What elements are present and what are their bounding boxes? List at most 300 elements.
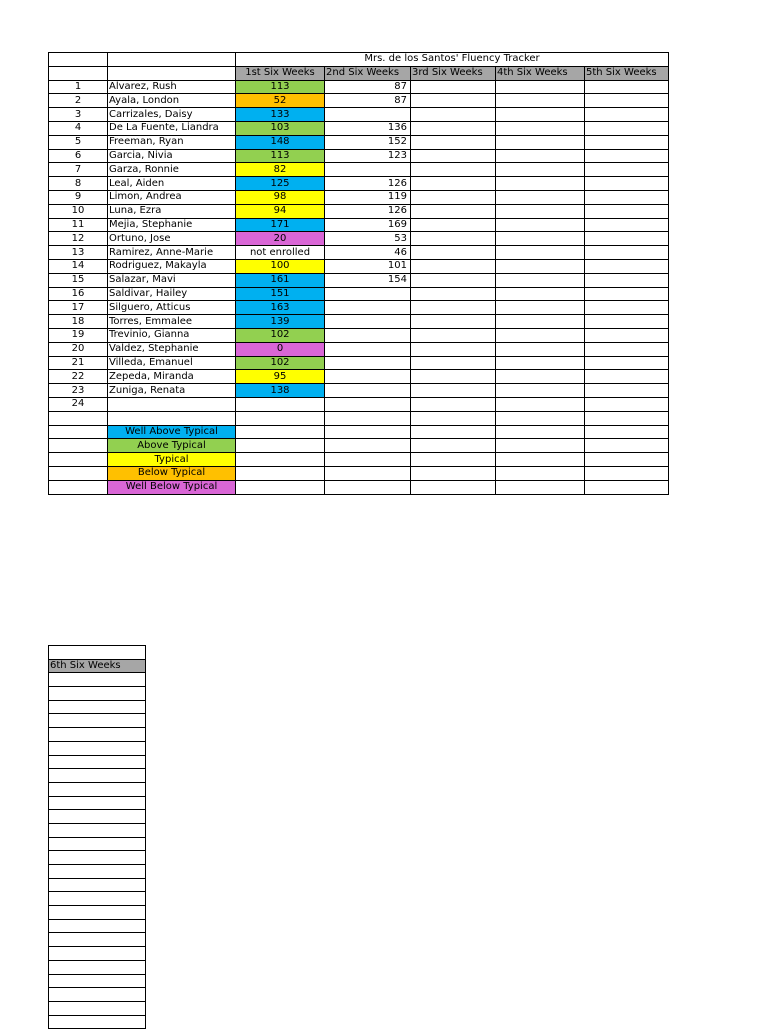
grid-row: [49, 755, 146, 769]
score-period-1[interactable]: 133: [236, 108, 325, 122]
score-period-2[interactable]: [325, 163, 411, 177]
period-header-row: [49, 66, 669, 80]
grid-cell[interactable]: [325, 466, 411, 480]
score-period-2[interactable]: [325, 370, 411, 384]
score-period-5[interactable]: [585, 163, 669, 177]
table-row: [49, 259, 669, 273]
grid-cell[interactable]: [49, 53, 108, 67]
score-period-2[interactable]: [325, 342, 411, 356]
score-period-2[interactable]: [325, 287, 411, 301]
grid-row: [49, 700, 146, 714]
score-period-1[interactable]: [236, 397, 325, 411]
score-period-3[interactable]: [411, 80, 496, 94]
grid-cell[interactable]: [411, 439, 496, 453]
score-period-3[interactable]: [411, 259, 496, 273]
score-period-2[interactable]: 46: [325, 246, 411, 260]
grid-cell[interactable]: [585, 425, 669, 439]
score-period-5[interactable]: [585, 397, 669, 411]
grid-cell[interactable]: [325, 453, 411, 467]
student-number[interactable]: 24: [49, 397, 108, 411]
score-period-4[interactable]: [496, 356, 585, 370]
score-period-4[interactable]: [496, 177, 585, 191]
grid-row: [49, 687, 146, 701]
score-period-5[interactable]: [585, 356, 669, 370]
grid-cell[interactable]: [325, 480, 411, 494]
score-period-1[interactable]: 163: [236, 301, 325, 315]
grid-cell[interactable]: [236, 480, 325, 494]
legend-well-above[interactable]: Well Above Typical: [108, 425, 236, 439]
student-number[interactable]: 4: [49, 121, 108, 135]
score-period-5[interactable]: [585, 218, 669, 232]
grid-row: [49, 851, 146, 865]
score-period-6[interactable]: [49, 878, 146, 892]
score-period-5[interactable]: [585, 370, 669, 384]
score-period-3[interactable]: [411, 328, 496, 342]
score-period-6[interactable]: [49, 687, 146, 701]
grid-cell[interactable]: [411, 425, 496, 439]
score-period-6[interactable]: [49, 960, 146, 974]
grid-row: [49, 1001, 146, 1015]
score-period-2[interactable]: 136: [325, 121, 411, 135]
student-number[interactable]: 9: [49, 190, 108, 204]
table-row: [49, 342, 669, 356]
grid-cell[interactable]: [411, 411, 496, 425]
score-period-3[interactable]: [411, 370, 496, 384]
grid-cell[interactable]: [496, 453, 585, 467]
score-period-5[interactable]: [585, 190, 669, 204]
legend-row: [49, 466, 669, 480]
score-period-1[interactable]: 95: [236, 370, 325, 384]
score-period-5[interactable]: [585, 121, 669, 135]
student-name[interactable]: Zepeda, Miranda: [108, 370, 236, 384]
grid-cell[interactable]: [236, 439, 325, 453]
score-period-4[interactable]: [496, 94, 585, 108]
student-name[interactable]: Freeman, Ryan: [108, 135, 236, 149]
score-period-6[interactable]: [49, 974, 146, 988]
score-period-5[interactable]: [585, 204, 669, 218]
legend-below[interactable]: Below Typical: [108, 466, 236, 480]
score-period-4[interactable]: [496, 218, 585, 232]
score-period-2[interactable]: [325, 301, 411, 315]
score-period-4[interactable]: [496, 246, 585, 260]
grid-cell[interactable]: [411, 453, 496, 467]
score-period-3[interactable]: [411, 246, 496, 260]
table-row: [49, 135, 669, 149]
score-period-3[interactable]: [411, 149, 496, 163]
student-name[interactable]: Zuniga, Renata: [108, 384, 236, 398]
table-row: [49, 94, 669, 108]
score-period-1[interactable]: 148: [236, 135, 325, 149]
score-period-2[interactable]: 119: [325, 190, 411, 204]
score-period-4[interactable]: [496, 163, 585, 177]
table-row: [49, 190, 669, 204]
period-header[interactable]: 4th Six Weeks: [496, 66, 585, 80]
score-period-1[interactable]: 98: [236, 190, 325, 204]
student-number[interactable]: 18: [49, 315, 108, 329]
score-period-2[interactable]: 123: [325, 149, 411, 163]
grid-row: [49, 878, 146, 892]
student-name[interactable]: De La Fuente, Liandra: [108, 121, 236, 135]
score-period-4[interactable]: [496, 190, 585, 204]
score-period-4[interactable]: [496, 121, 585, 135]
score-period-4[interactable]: [496, 273, 585, 287]
student-number[interactable]: 20: [49, 342, 108, 356]
sixth-period-table: [48, 645, 146, 1029]
student-name[interactable]: Garcia, Nivia: [108, 149, 236, 163]
score-period-2[interactable]: [325, 328, 411, 342]
score-period-1[interactable]: 161: [236, 273, 325, 287]
score-period-3[interactable]: [411, 356, 496, 370]
title-row: [49, 53, 669, 67]
student-number[interactable]: 17: [49, 301, 108, 315]
score-period-6[interactable]: [49, 741, 146, 755]
student-name[interactable]: Trevinio, Gianna: [108, 328, 236, 342]
grid-cell[interactable]: [49, 453, 108, 467]
score-period-6[interactable]: [49, 700, 146, 714]
score-period-5[interactable]: [585, 328, 669, 342]
student-name[interactable]: [108, 397, 236, 411]
student-name[interactable]: Salazar, Mavi: [108, 273, 236, 287]
score-period-1[interactable]: 138: [236, 384, 325, 398]
score-period-6[interactable]: [49, 823, 146, 837]
grid-row: [49, 960, 146, 974]
period-header[interactable]: 3rd Six Weeks: [411, 66, 496, 80]
score-period-1[interactable]: 100: [236, 259, 325, 273]
score-period-4[interactable]: [496, 328, 585, 342]
grid-cell[interactable]: [496, 411, 585, 425]
score-period-4[interactable]: [496, 232, 585, 246]
student-number[interactable]: 13: [49, 246, 108, 260]
student-number[interactable]: 15: [49, 273, 108, 287]
score-period-4[interactable]: [496, 108, 585, 122]
score-period-6[interactable]: [49, 865, 146, 879]
student-name[interactable]: Carrizales, Daisy: [108, 108, 236, 122]
score-period-5[interactable]: [585, 301, 669, 315]
score-period-2[interactable]: 126: [325, 204, 411, 218]
score-period-1[interactable]: 102: [236, 328, 325, 342]
student-number[interactable]: 22: [49, 370, 108, 384]
score-period-5[interactable]: [585, 342, 669, 356]
legend-well-below[interactable]: Well Below Typical: [108, 480, 236, 494]
score-period-2[interactable]: 53: [325, 232, 411, 246]
score-period-5[interactable]: [585, 80, 669, 94]
grid-row: [49, 906, 146, 920]
score-period-2[interactable]: 87: [325, 80, 411, 94]
score-period-1[interactable]: 151: [236, 287, 325, 301]
student-name[interactable]: Villeda, Emanuel: [108, 356, 236, 370]
table-row: [49, 397, 669, 411]
grid-row: [49, 810, 146, 824]
score-period-5[interactable]: [585, 384, 669, 398]
score-period-2[interactable]: 126: [325, 177, 411, 191]
score-period-1[interactable]: 20: [236, 232, 325, 246]
score-period-3[interactable]: [411, 177, 496, 191]
legend-above[interactable]: Above Typical: [108, 439, 236, 453]
score-period-6[interactable]: [49, 1001, 146, 1015]
student-name[interactable]: Ayala, London: [108, 94, 236, 108]
grid-cell[interactable]: [49, 466, 108, 480]
student-name[interactable]: Rodriguez, Makayla: [108, 259, 236, 273]
score-period-4[interactable]: [496, 259, 585, 273]
table-row: [49, 246, 669, 260]
grid-cell[interactable]: [585, 453, 669, 467]
grid-cell[interactable]: [49, 425, 108, 439]
tracker-title[interactable]: Mrs. de los Santos' Fluency Tracker: [236, 53, 669, 67]
score-period-4[interactable]: [496, 204, 585, 218]
table-row: [49, 204, 669, 218]
grid-row: [49, 837, 146, 851]
table-row: [49, 218, 669, 232]
grid-cell[interactable]: [236, 466, 325, 480]
period-header[interactable]: 2nd Six Weeks: [325, 66, 411, 80]
score-period-5[interactable]: [585, 108, 669, 122]
score-period-2[interactable]: 154: [325, 273, 411, 287]
student-name[interactable]: Saldivar, Hailey: [108, 287, 236, 301]
score-period-4[interactable]: [496, 397, 585, 411]
score-period-1[interactable]: 139: [236, 315, 325, 329]
student-number[interactable]: 21: [49, 356, 108, 370]
score-period-3[interactable]: [411, 190, 496, 204]
table-row: [49, 287, 669, 301]
score-period-6[interactable]: [49, 796, 146, 810]
score-period-3[interactable]: [411, 397, 496, 411]
score-period-1[interactable]: 52: [236, 94, 325, 108]
table-row: [49, 177, 669, 191]
score-period-6[interactable]: [49, 988, 146, 1002]
grid-cell[interactable]: [236, 425, 325, 439]
score-period-6[interactable]: [49, 837, 146, 851]
student-name[interactable]: Ramirez, Anne-Marie: [108, 246, 236, 260]
score-period-2[interactable]: [325, 356, 411, 370]
score-period-6[interactable]: [49, 714, 146, 728]
score-period-2[interactable]: 169: [325, 218, 411, 232]
score-period-1[interactable]: 113: [236, 149, 325, 163]
score-period-1[interactable]: 82: [236, 163, 325, 177]
grid-cell[interactable]: [49, 439, 108, 453]
score-period-1[interactable]: not enrolled: [236, 246, 325, 260]
score-period-1[interactable]: 113: [236, 80, 325, 94]
grid-cell[interactable]: [108, 411, 236, 425]
table-row: [49, 108, 669, 122]
score-period-3[interactable]: [411, 384, 496, 398]
student-number[interactable]: 10: [49, 204, 108, 218]
student-number[interactable]: 14: [49, 259, 108, 273]
score-period-1[interactable]: 125: [236, 177, 325, 191]
score-period-6[interactable]: [49, 851, 146, 865]
score-period-1[interactable]: 171: [236, 218, 325, 232]
table-row: [49, 301, 669, 315]
score-period-4[interactable]: [496, 80, 585, 94]
score-period-4[interactable]: [496, 315, 585, 329]
student-number[interactable]: 5: [49, 135, 108, 149]
grid-cell[interactable]: [325, 439, 411, 453]
student-number[interactable]: 2: [49, 94, 108, 108]
student-number[interactable]: 1: [49, 80, 108, 94]
score-period-5[interactable]: [585, 273, 669, 287]
score-period-3[interactable]: [411, 94, 496, 108]
student-name[interactable]: Ortuno, Jose: [108, 232, 236, 246]
score-period-3[interactable]: [411, 204, 496, 218]
score-period-3[interactable]: [411, 121, 496, 135]
legend-row: [49, 439, 669, 453]
student-number[interactable]: 6: [49, 149, 108, 163]
grid-cell[interactable]: [325, 411, 411, 425]
score-period-4[interactable]: [496, 370, 585, 384]
score-period-6[interactable]: [49, 906, 146, 920]
grid-row: [49, 769, 146, 783]
student-number[interactable]: 11: [49, 218, 108, 232]
score-period-6[interactable]: [49, 728, 146, 742]
score-period-5[interactable]: [585, 177, 669, 191]
grid-row: [49, 796, 146, 810]
student-number[interactable]: 23: [49, 384, 108, 398]
grid-cell[interactable]: [108, 53, 236, 67]
score-period-3[interactable]: [411, 163, 496, 177]
score-period-6[interactable]: [49, 892, 146, 906]
score-period-2[interactable]: [325, 108, 411, 122]
table-row: [49, 315, 669, 329]
score-period-4[interactable]: [496, 287, 585, 301]
score-period-5[interactable]: [585, 94, 669, 108]
student-name[interactable]: Luna, Ezra: [108, 204, 236, 218]
table-row: [49, 273, 669, 287]
student-number[interactable]: 3: [49, 108, 108, 122]
period-header-row: [49, 659, 146, 673]
student-number[interactable]: 16: [49, 287, 108, 301]
score-period-6[interactable]: [49, 782, 146, 796]
score-period-3[interactable]: [411, 301, 496, 315]
table-row: [49, 328, 669, 342]
grid-cell[interactable]: [49, 411, 108, 425]
score-period-3[interactable]: [411, 273, 496, 287]
grid-cell[interactable]: [236, 411, 325, 425]
score-period-6[interactable]: [49, 673, 146, 687]
table-row: [49, 232, 669, 246]
score-period-2[interactable]: 87: [325, 94, 411, 108]
grid-cell[interactable]: [496, 439, 585, 453]
score-period-3[interactable]: [411, 108, 496, 122]
grid-cell[interactable]: [585, 439, 669, 453]
score-period-4[interactable]: [496, 301, 585, 315]
table-row: [49, 384, 669, 398]
grid-row: [49, 728, 146, 742]
score-period-3[interactable]: [411, 342, 496, 356]
grid-row: [49, 919, 146, 933]
student-name[interactable]: Mejia, Stephanie: [108, 218, 236, 232]
student-number[interactable]: 7: [49, 163, 108, 177]
grid-cell[interactable]: [496, 480, 585, 494]
grid-cell[interactable]: [496, 425, 585, 439]
score-period-5[interactable]: [585, 287, 669, 301]
score-period-1[interactable]: 94: [236, 204, 325, 218]
grid-row: [49, 782, 146, 796]
student-name[interactable]: Torres, Emmalee: [108, 315, 236, 329]
grid-row: [49, 974, 146, 988]
score-period-3[interactable]: [411, 135, 496, 149]
grid-cell[interactable]: [585, 480, 669, 494]
grid-cell[interactable]: [49, 480, 108, 494]
student-number[interactable]: 12: [49, 232, 108, 246]
grid-row: [49, 823, 146, 837]
score-period-3[interactable]: [411, 315, 496, 329]
score-period-6[interactable]: [49, 919, 146, 933]
score-period-3[interactable]: [411, 232, 496, 246]
score-period-6[interactable]: [49, 1015, 146, 1029]
period-header[interactable]: 5th Six Weeks: [585, 66, 669, 80]
grid-row: [49, 646, 146, 660]
score-period-2[interactable]: [325, 384, 411, 398]
student-number[interactable]: 19: [49, 328, 108, 342]
score-period-6[interactable]: [49, 810, 146, 824]
table-row: [49, 370, 669, 384]
grid-row: [49, 988, 146, 1002]
grid-row: [49, 947, 146, 961]
score-period-2[interactable]: [325, 397, 411, 411]
student-name[interactable]: Garza, Ronnie: [108, 163, 236, 177]
score-period-4[interactable]: [496, 384, 585, 398]
score-period-6[interactable]: [49, 947, 146, 961]
score-period-3[interactable]: [411, 287, 496, 301]
grid-cell[interactable]: [49, 646, 146, 660]
grid-cell[interactable]: [108, 66, 236, 80]
score-period-4[interactable]: [496, 149, 585, 163]
grid-cell[interactable]: [585, 466, 669, 480]
legend-row: [49, 480, 669, 494]
score-period-2[interactable]: [325, 315, 411, 329]
grid-cell[interactable]: [411, 466, 496, 480]
legend-row: [49, 425, 669, 439]
score-period-2[interactable]: 101: [325, 259, 411, 273]
grid-cell[interactable]: [49, 66, 108, 80]
score-period-4[interactable]: [496, 135, 585, 149]
period-header[interactable]: 6th Six Weeks: [49, 659, 146, 673]
student-name[interactable]: Alvarez, Rush: [108, 80, 236, 94]
score-period-5[interactable]: [585, 232, 669, 246]
grid-cell[interactable]: [236, 453, 325, 467]
grid-cell[interactable]: [585, 411, 669, 425]
score-period-6[interactable]: [49, 933, 146, 947]
student-name[interactable]: Silguero, Atticus: [108, 301, 236, 315]
score-period-1[interactable]: 103: [236, 121, 325, 135]
table-row: [49, 149, 669, 163]
score-period-3[interactable]: [411, 218, 496, 232]
score-period-2[interactable]: 152: [325, 135, 411, 149]
period-header[interactable]: 1st Six Weeks: [236, 66, 325, 80]
student-name[interactable]: Limon, Andrea: [108, 190, 236, 204]
score-period-1[interactable]: 102: [236, 356, 325, 370]
score-period-6[interactable]: [49, 755, 146, 769]
grid-cell[interactable]: [411, 480, 496, 494]
score-period-5[interactable]: [585, 315, 669, 329]
grid-cell[interactable]: [325, 425, 411, 439]
grid-cell[interactable]: [496, 466, 585, 480]
table-row: [49, 121, 669, 135]
grid-row: [49, 865, 146, 879]
score-period-5[interactable]: [585, 135, 669, 149]
student-number[interactable]: 8: [49, 177, 108, 191]
score-period-5[interactable]: [585, 246, 669, 260]
table-row: [49, 356, 669, 370]
score-period-5[interactable]: [585, 259, 669, 273]
grid-row: [49, 411, 669, 425]
score-period-1[interactable]: 0: [236, 342, 325, 356]
score-period-4[interactable]: [496, 342, 585, 356]
score-period-5[interactable]: [585, 149, 669, 163]
student-name[interactable]: Leal, Aiden: [108, 177, 236, 191]
legend-typical[interactable]: Typical: [108, 453, 236, 467]
student-name[interactable]: Valdez, Stephanie: [108, 342, 236, 356]
score-period-6[interactable]: [49, 769, 146, 783]
